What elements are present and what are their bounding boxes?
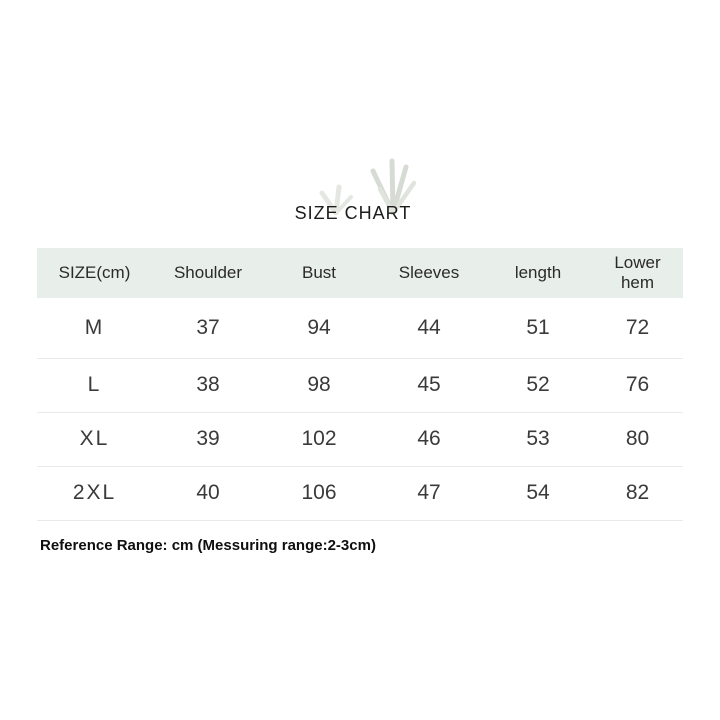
header-cell-shoulder: Shoulder — [173, 262, 243, 282]
value-cell: 44 — [374, 298, 484, 358]
value-cell: 82 — [592, 466, 683, 520]
table-row-xl — [37, 412, 683, 466]
value-cell: 37 — [152, 298, 264, 358]
value-cell: 80 — [592, 412, 683, 466]
value-cell: 46 — [374, 412, 484, 466]
reference-note: Reference Range: cm (Messuring range:2-3cm) — [40, 537, 376, 554]
value-cell: 51 — [484, 298, 592, 358]
page-title: SIZE CHART — [294, 203, 412, 223]
value-cell: 76 — [592, 358, 683, 412]
size-table — [37, 248, 683, 521]
value-cell: 45 — [374, 358, 484, 412]
value-cell: 54 — [484, 466, 592, 520]
value-cell: 72 — [592, 298, 683, 358]
size-cell: L — [37, 358, 152, 412]
value-cell: 53 — [484, 412, 592, 466]
size-cell: 2XL — [37, 466, 152, 520]
size-cell: XL — [37, 412, 152, 466]
table-row-2xl — [37, 466, 683, 520]
size-cell: M — [37, 298, 152, 358]
value-cell: 38 — [152, 358, 264, 412]
header-cell-lower-hem: Lower hem — [614, 252, 661, 292]
header-cell-length: length — [514, 262, 562, 282]
value-cell: 106 — [264, 466, 374, 520]
value-cell: 98 — [264, 358, 374, 412]
value-cell: 40 — [152, 466, 264, 520]
header-row — [37, 248, 683, 298]
header-cell-sleeves: Sleeves — [398, 262, 460, 282]
table-row-l — [37, 358, 683, 412]
header-cell-size: SIZE(cm) — [58, 262, 131, 282]
value-cell: 47 — [374, 466, 484, 520]
header-cell-bust: Bust — [301, 262, 337, 282]
value-cell: 102 — [264, 412, 374, 466]
value-cell: 39 — [152, 412, 264, 466]
table-row-m — [37, 298, 683, 358]
value-cell: 94 — [264, 298, 374, 358]
value-cell: 52 — [484, 358, 592, 412]
